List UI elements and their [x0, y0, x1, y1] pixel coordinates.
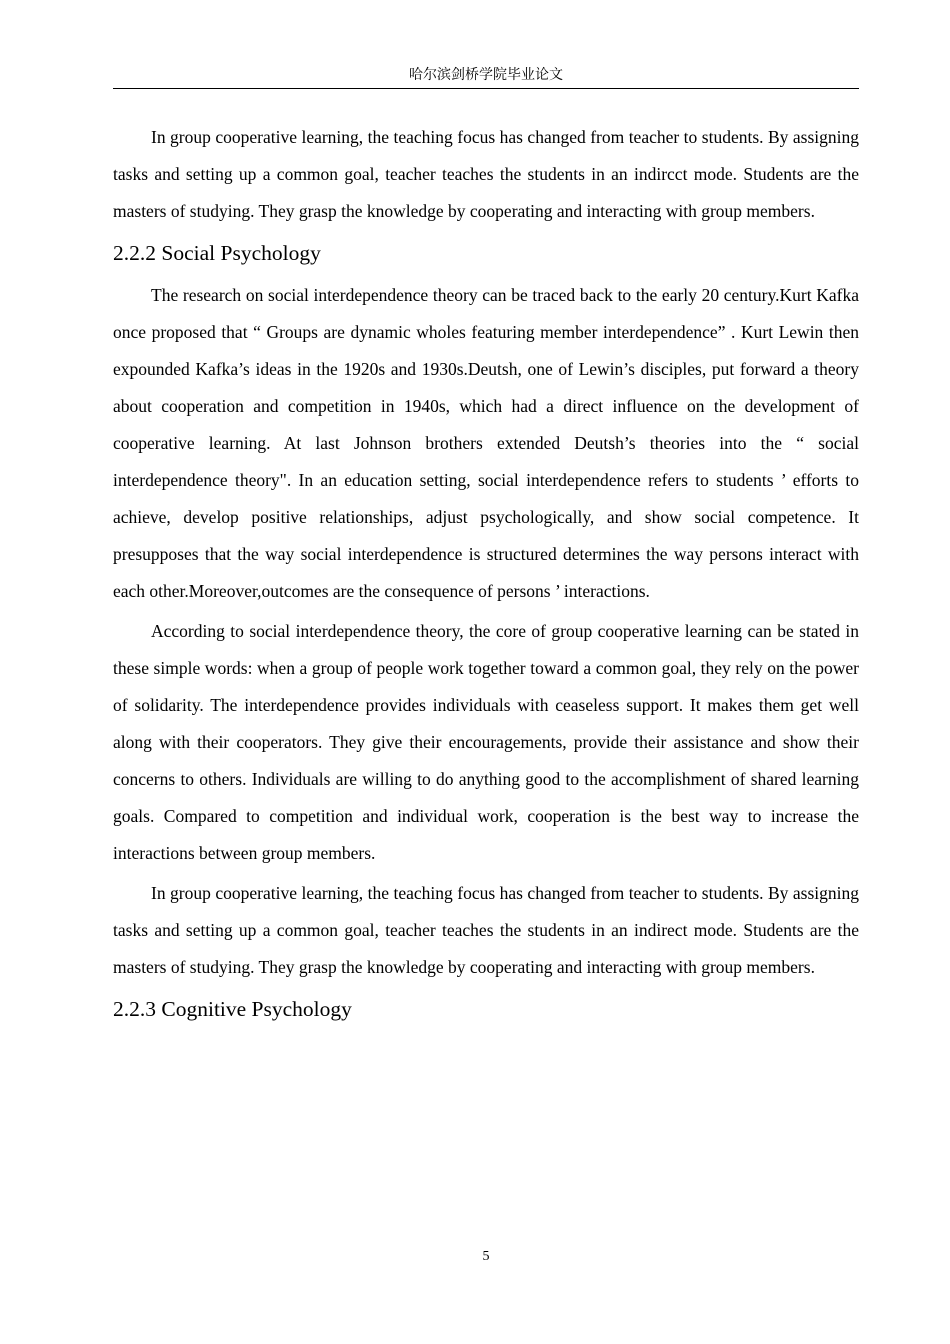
paragraph-group-cooperative-repeat: In group cooperative learning, the teaching focus has changed from teacher to students. By assigning tasks and setting up a common goal, teacher teaches the students in an indirect mode. Students are the masters of studying. They grasp the knowledge by cooperating and interacting with group members.	[113, 883, 859, 977]
document-body	[113, 119, 859, 1033]
paragraph-group-cooperative-intro: In group cooperative learning, the teaching focus has changed from teacher to students. By assigning tasks and setting up a common goal, teacher teaches the students in an indircct mode. Students are the masters of studying. They grasp the knowledge by cooperating and interacting with group members.	[113, 127, 859, 221]
paragraph-social-interdependence-core: According to social interdependence theory, the core of group cooperative learning can be stated in these simple words: when a group of people work together toward a common goal, they rely on the power of solidarity. The interdependence provides individuals with ceaseless support. It makes them get well along with their cooperators. They give their encouragements, provide their assistance and show their concerns to others. Individuals are willing to do anything good to the accomplishment of shared learning goals. Compared to competition and individual work, cooperation is the best way to increase the interactions between group members.	[113, 621, 859, 863]
header-rule	[113, 88, 859, 89]
section-heading-social-psychology: 2.2.2 Social Psychology	[113, 241, 321, 265]
page-number: 5	[482, 1249, 490, 1264]
section-heading-cognitive-psychology: 2.2.3 Cognitive Psychology	[113, 997, 352, 1021]
page-header: 哈尔滨剑桥学院毕业论文	[409, 67, 563, 83]
paragraph-social-interdependence-history: The research on social interdependence theory can be traced back to the early 20 century.Kurt Kafka once proposed that “ Groups are dynamic wholes featuring member interdependence” . Kurt Lewin then expounded Kafka’s ideas in the 1920s and 1930s.Deutsh, one of Lewin’s disciples, put forward a theory about cooperation and competition in 1940s, which had a direct influence on the development of cooperative learning. At last Johnson brothers extended Deutsh’s theories into the “ social interdependence theory". In an education setting, social interdependence refers to students ’ efforts to achieve, develop positive relationships, adjust psychologically, and show social competence. It presupposes that the way social interdependence is structured determines the way persons interact with each other.Moreover,outcomes are the consequence of persons ’ interactions.	[113, 285, 859, 601]
